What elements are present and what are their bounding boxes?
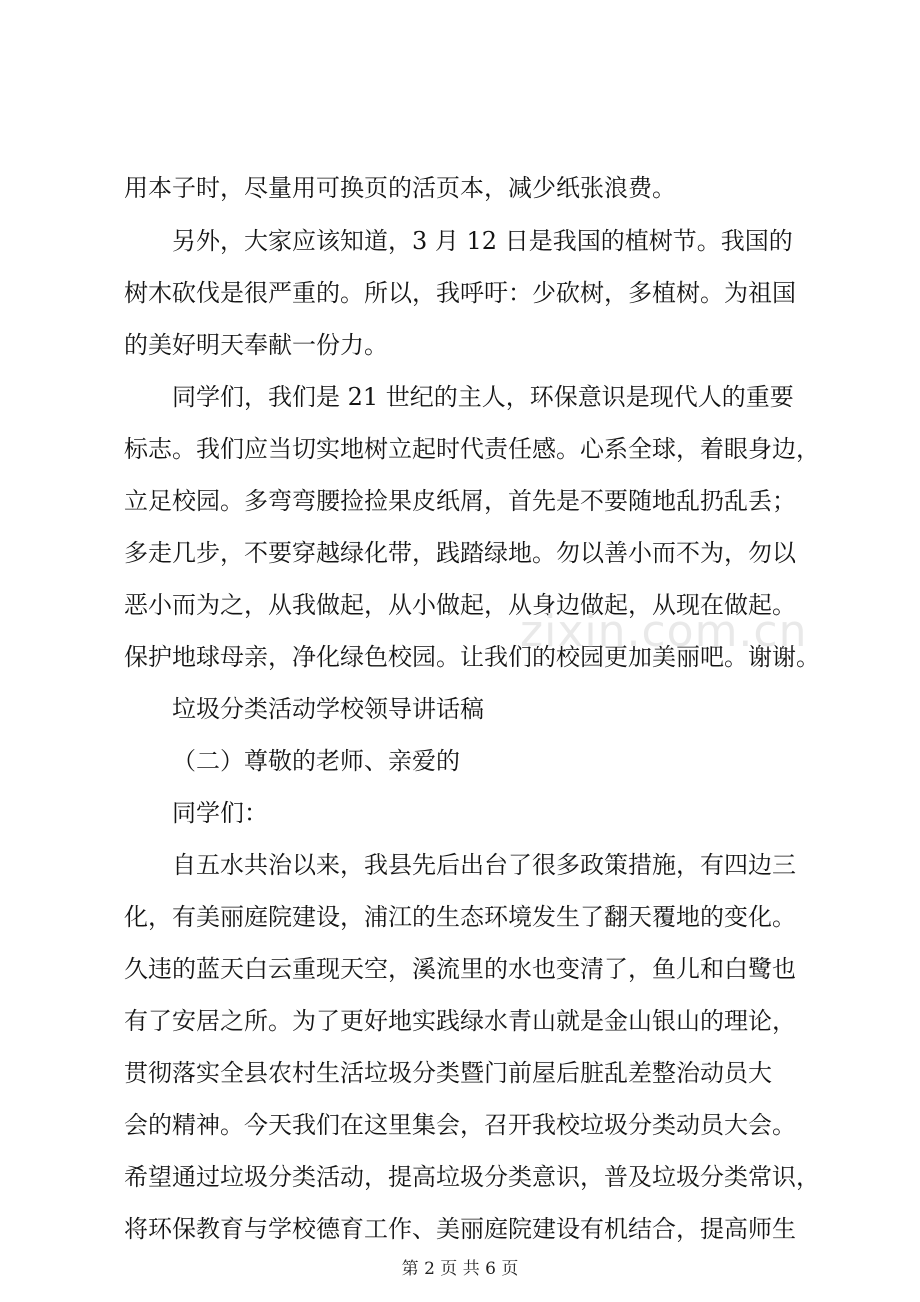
text-line: 标志。我们应当切实地树立起时代责任感。心系全球，着眼身边， xyxy=(124,435,820,463)
text-line: 用本子时，尽量用可换页的活页本，减少纸张浪费。 xyxy=(124,174,676,202)
salutation-line: （二）尊敬的老师、亲爱的 xyxy=(172,747,460,775)
text-line: 有了安居之所。为了更好地实践绿水青山就是金山银山的理论， xyxy=(124,1007,796,1035)
text-line: 保护地球母亲，净化绿色校园。让我们的校园更加美丽吧。谢谢。 xyxy=(124,643,820,671)
paragraph-start-line: 自五水共治以来，我县先后出台了很多政策措施，有四边三 xyxy=(172,851,796,879)
text-line: 恶小而为之，从我做起，从小做起，从身边做起，从现在做起。 xyxy=(124,591,796,619)
text-line: 多走几步，不要穿越绿化带，践踏绿地。勿以善小而不为，勿以 xyxy=(124,539,796,567)
text-line: 会的精神。今天我们在这里集会，召开我校垃圾分类动员大会。 xyxy=(124,1111,796,1139)
text-line: 的美好明天奉献一份力。 xyxy=(124,331,388,359)
section-title: 垃圾分类活动学校领导讲话稿 xyxy=(172,695,484,723)
paragraph-start-line: 另外，大家应该知道，3 月 12 日是我国的植树节。我国的 xyxy=(172,227,793,255)
text-line: 将环保教育与学校德育工作、美丽庭院建设有机结合，提高师生 xyxy=(124,1215,796,1243)
page-footer: 第 2 页 共 6 页 xyxy=(401,1259,519,1279)
text-line: 树木砍伐是很严重的。所以，我呼吁：少砍树，多植树。为祖国 xyxy=(124,279,796,307)
text-line: 贯彻落实全县农村生活垃圾分类暨门前屋后脏乱差整治动员大 xyxy=(124,1059,772,1087)
paragraph-start-line: 同学们，我们是 21 世纪的主人，环保意识是现代人的重要 xyxy=(172,383,794,411)
salutation-line: 同学们： xyxy=(172,799,268,827)
watermark: zixin.com.cn xyxy=(520,606,808,657)
text-line: 久违的蓝天白云重现天空，溪流里的水也变清了，鱼儿和白鹭也 xyxy=(124,955,796,983)
text-line: 化，有美丽庭院建设，浦江的生态环境发生了翻天覆地的变化。 xyxy=(124,903,796,931)
text-line: 希望通过垃圾分类活动，提高垃圾分类意识，普及垃圾分类常识， xyxy=(124,1163,820,1191)
text-line: 立足校园。多弯弯腰捡捡果皮纸屑，首先是不要随地乱扔乱丢； xyxy=(124,487,796,515)
